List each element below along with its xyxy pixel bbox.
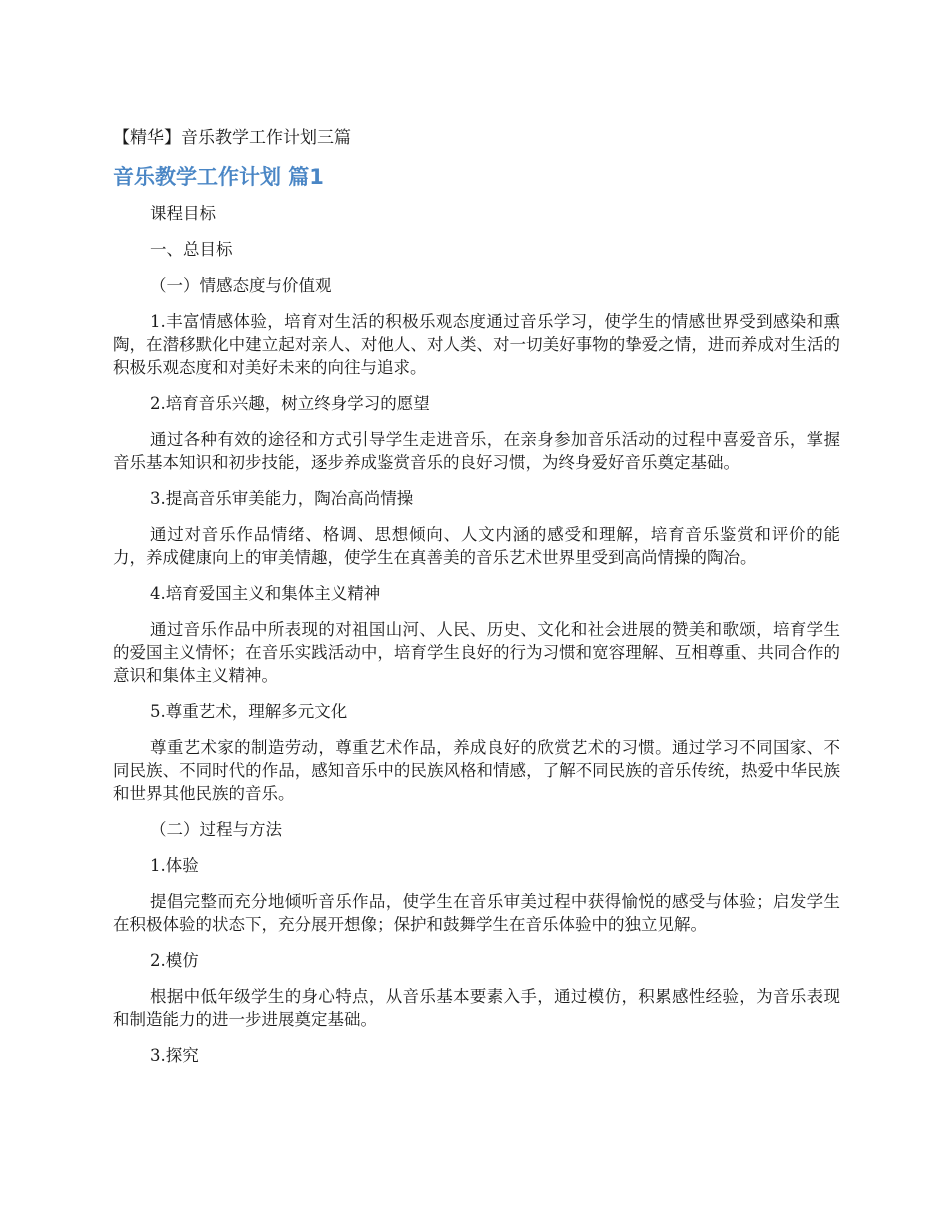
document-title: 【精华】音乐教学工作计划三篇 [113,128,351,148]
paragraph-heading: 3.探究 [150,1046,199,1065]
paragraph-text: 通过音乐作品中所表现的对祖国山河、人民、历史、文化和社会进展的赞美和歌颂，培育学生的爱国主义情怀；在音乐实践活动中，培育学生良好的行为习惯和宽容理解、互相尊重、共同合作的意识和集体主义精神。 [113,620,840,685]
paragraph-text: 通过对音乐作品情绪、格调、思想倾向、人文内涵的感受和理解，培育音乐鉴赏和评价的能力，养成健康向上的审美情趣，使学生在真善美的音乐艺术世界里受到高尚情操的陶冶。 [113,525,840,567]
paragraph-heading-attitude: （一）情感态度与价值观 [150,276,332,295]
paragraph-heading: 1.体验 [150,856,199,875]
section-heading: 音乐教学工作计划 篇1 [113,165,324,189]
paragraph-heading: 2.模仿 [150,951,199,970]
paragraph-heading: 2.培育音乐兴趣，树立终身学习的愿望 [150,394,430,413]
paragraph-heading: 5.尊重艺术，理解多元文化 [150,702,348,721]
paragraph-text: 1.丰富情感体验，培育对生活的积极乐观态度通过音乐学习，使学生的情感世界受到感染和熏陶，在潜移默化中建立起对亲人、对他人、对人类、对一切美好事物的挚爱之情，进而养成对生活的积极乐观态度和对美好未来的向往与追求。 [113,312,840,377]
paragraph-overall-goal: 一、总目标 [150,240,233,259]
document-body [113,202,840,1080]
paragraph-text: 通过各种有效的途径和方式引导学生走进音乐，在亲身参加音乐活动的过程中喜爱音乐，掌握音乐基本知识和初步技能，逐步养成鉴赏音乐的良好习惯，为终身爱好音乐奠定基础。 [113,430,840,472]
paragraph-heading: 3.提高音乐审美能力，陶冶高尚情操 [150,489,414,508]
paragraph-text: 提倡完整而充分地倾听音乐作品，使学生在音乐审美过程中获得愉悦的感受与体验；启发学生在积极体验的状态下，充分展开想像；保护和鼓舞学生在音乐体验中的独立见解。 [113,892,840,934]
paragraph-heading: 4.培育爱国主义和集体主义精神 [150,584,381,603]
paragraph-course-goal: 课程目标 [150,204,216,223]
paragraph-text: 尊重艺术家的制造劳动，尊重艺术作品，养成良好的欣赏艺术的习惯。通过学习不同国家、不同民族、不同时代的作品，感知音乐中的民族风格和情感，了解不同民族的音乐传统，热爱中华民族和世界其他民族的音乐。 [113,738,840,803]
paragraph-heading-process: （二）过程与方法 [150,820,282,839]
paragraph-text: 根据中低年级学生的身心特点，从音乐基本要素入手，通过模仿，积累感性经验，为音乐表现和制造能力的进一步进展奠定基础。 [113,987,840,1029]
